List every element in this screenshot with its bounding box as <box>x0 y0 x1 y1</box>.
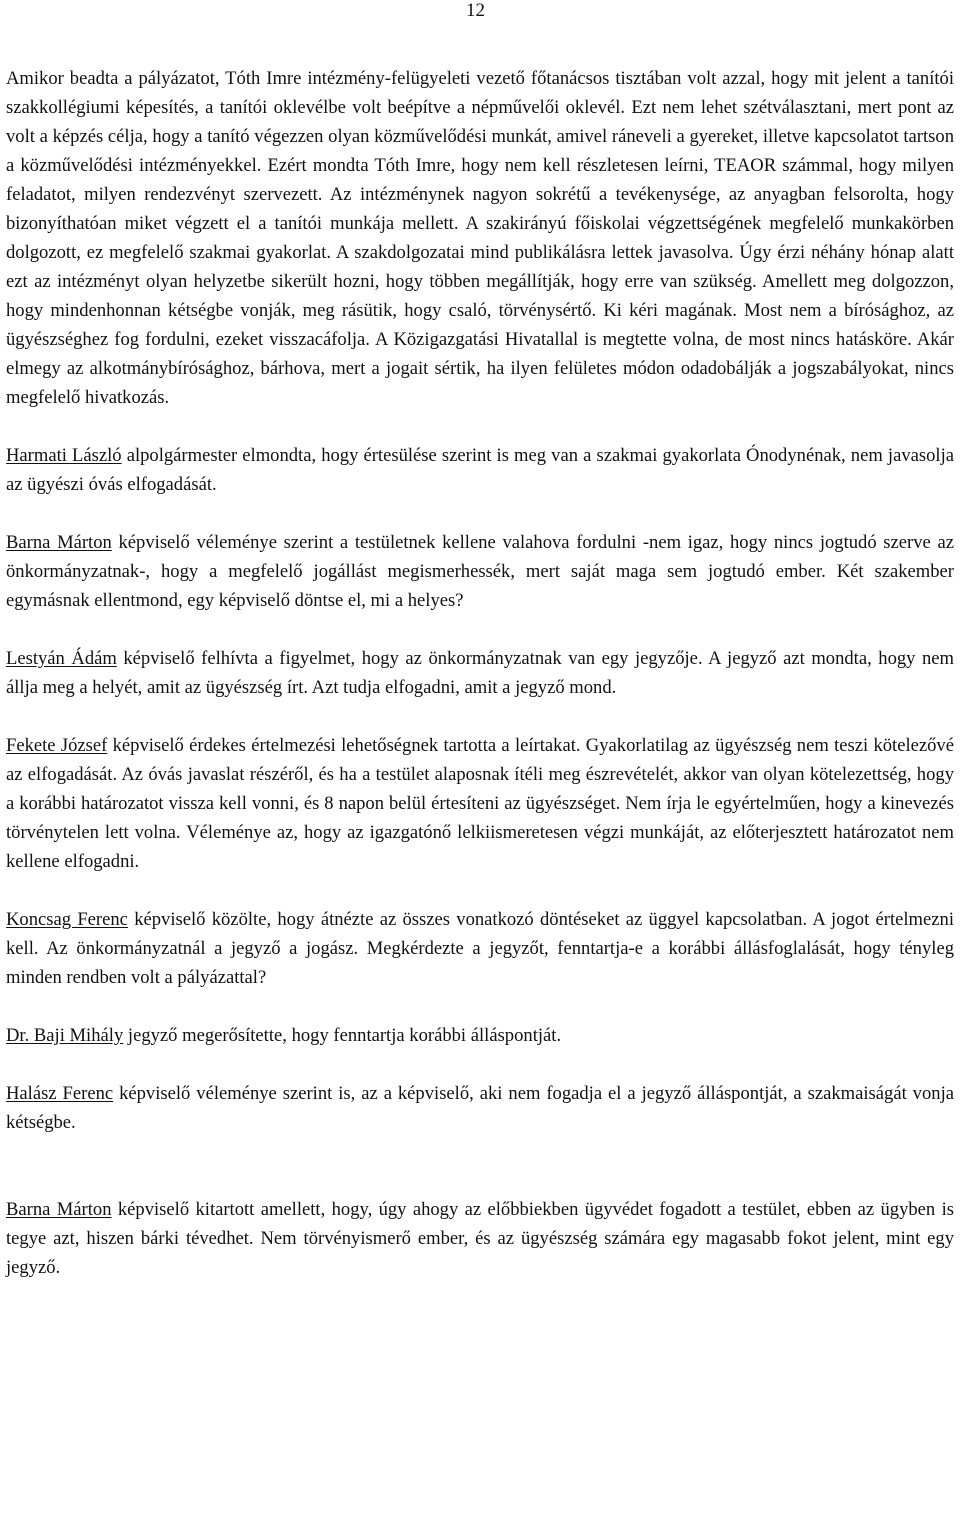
paragraph-baji <box>6 1021 954 1050</box>
speaker-name: Barna Márton <box>6 1199 112 1220</box>
speaker-name: Halász Ferenc <box>6 1083 114 1104</box>
document-body <box>6 64 954 1311</box>
paragraph-text: képviselő kitartott amellett, hogy, úgy ahogy az előbbiekben ügyvédet fogadott a testület, ebben az ügyben is tegye azt, hiszen bárki tévedhet. Nem törvényismerő ember, és az ügyészség számára egy magasabb fokot jelent, mint egy jegyző. <box>6 1199 954 1278</box>
speaker-name: Harmati László <box>6 445 122 466</box>
speaker-name: Fekete József <box>6 735 108 756</box>
paragraph-koncsag <box>6 905 954 992</box>
paragraph-fekete <box>6 731 954 876</box>
paragraph-barna-1 <box>6 528 954 615</box>
paragraph-text: képviselő véleménye szerint is, az a képviselő, aki nem fogadja el a jegyző álláspontját, a szakmaiságát vonja kétségbe. <box>6 1083 954 1133</box>
paragraph-text: jegyző megerősítette, hogy fenntartja korábbi álláspontját. <box>123 1025 562 1046</box>
paragraph-text: képviselő közölte, hogy átnézte az összes vonatkozó döntéseket az üggyel kapcsolatban. A jogot értelmezni kell. Az önkormányzatnál a jegyző a jogász. Megkérdezte a jegyzőt, fenntartja-e a korábbi állásfoglalását, hogy tényleg minden rendben volt a pályázattal? <box>6 909 954 988</box>
paragraph-text: Amikor beadta a pályázatot, Tóth Imre intézmény-felügyeleti vezető főtanácsos tisztában volt azzal, hogy mit jelent a tanítói szakkollégiumi képesítés, a tanítói oklevélbe volt beépítve a népművelői oklevél. Ezt nem lehet szétválasztani, mert pont az volt a képzés célja, hogy a tanító végezzen olyan közművelődési munkát, amivel ráneveli a gyereket, illetve kapcsolatot tartson a közművelődési intézményekkel. Ezért mondta Tóth Imre, hogy nem kell részletesen leírni, TEAOR számmal, hogy milyen feladatot, milyen rendezvényt szervezett. Az intézménynek nagyon sokrétű a tevékenysége, az anyagban felsorolta, hogy bizonyíthatóan miket végzett el a tanítói munkája mellett. A szakirányú főiskolai végzettségének megfelelő munkakörben dolgozott, ez megfelelő szakmai gyakorlat. A szakdolgozatai mind publikálásra lettek javasolva. Úgy érzi néhány hónap alatt ezt az intézményt olyan helyzetbe sikerült hozni, hogy többen megállítják, hogy erre van szükség. Amellett meg dolgozzon, hogy mindenhonnan kétségbe vonják, meg rásütik, hogy csaló, törvénysértő. Ki kéri magának. Most nem a bírósághoz, az ügyészséghez fog fordulni, ezeket visszacáfolja. A Közigazgatási Hivatallal is megtette volna, de most nincs hatásköre. Akár elmegy az alkotmánybírósághoz, bárhova, mert a jogait sértik, ha ilyen felületes módon odadobálják a jogszabályokat, nincs megfelelő hivatkozás. <box>6 68 954 408</box>
paragraph-text: képviselő érdekes értelmezési lehetőségnek tartotta a leírtakat. Gyakorlatilag az ügyészség nem teszi kötelezővé az elfogadását. Az óvás javaslat részéről, és ha a testület alaposnak ítéli meg észrevételét, akkor van olyan kötelezettség, hogy a korábbi határozatot vissza kell vonni, és 8 napon belül értesíteni az ügyészséget. Nem írja le egyértelműen, hogy a kinevezés törvénytelen lett volna. Véleménye az, hogy az igazgatónő lelkiismeretesen végzi munkáját, az előterjesztett határozatot nem kellene elfogadni. <box>6 735 954 872</box>
paragraph-text: képviselő véleménye szerint a testületnek kellene valahova fordulni -nem igaz, hogy nincs jogtudó szerve az önkormányzatnak-, hogy a megfelelő jogállást megismerhessék, mert saját maga sem jogtudó ember. Két szakember egymásnak ellentmond, egy képviselő döntse el, mi a helyes? <box>6 532 954 611</box>
page-number: 12 <box>466 0 485 21</box>
paragraph-text: alpolgármester elmondta, hogy értesülése szerint is meg van a szakmai gyakorlata Ónodynénak, nem javasolja az ügyészi óvás elfogadását. <box>6 445 954 495</box>
paragraph-barna-2 <box>6 1195 954 1282</box>
speaker-name: Koncsag Ferenc <box>6 909 128 930</box>
paragraph-harmati <box>6 441 954 499</box>
paragraph-halasz <box>6 1079 954 1137</box>
paragraph-lestyan <box>6 644 954 702</box>
paragraph-text: képviselő felhívta a figyelmet, hogy az önkormányzatnak van egy jegyzője. A jegyző azt mondta, hogy nem állja meg a helyét, amit az ügyészség írt. Azt tudja elfogadni, amit a jegyző mond. <box>6 648 955 698</box>
speaker-name: Barna Márton <box>6 532 112 553</box>
speaker-name: Dr. Baji Mihály <box>6 1025 124 1046</box>
paragraph-applicant-statement <box>6 64 954 412</box>
speaker-name: Lestyán Ádám <box>6 648 117 669</box>
